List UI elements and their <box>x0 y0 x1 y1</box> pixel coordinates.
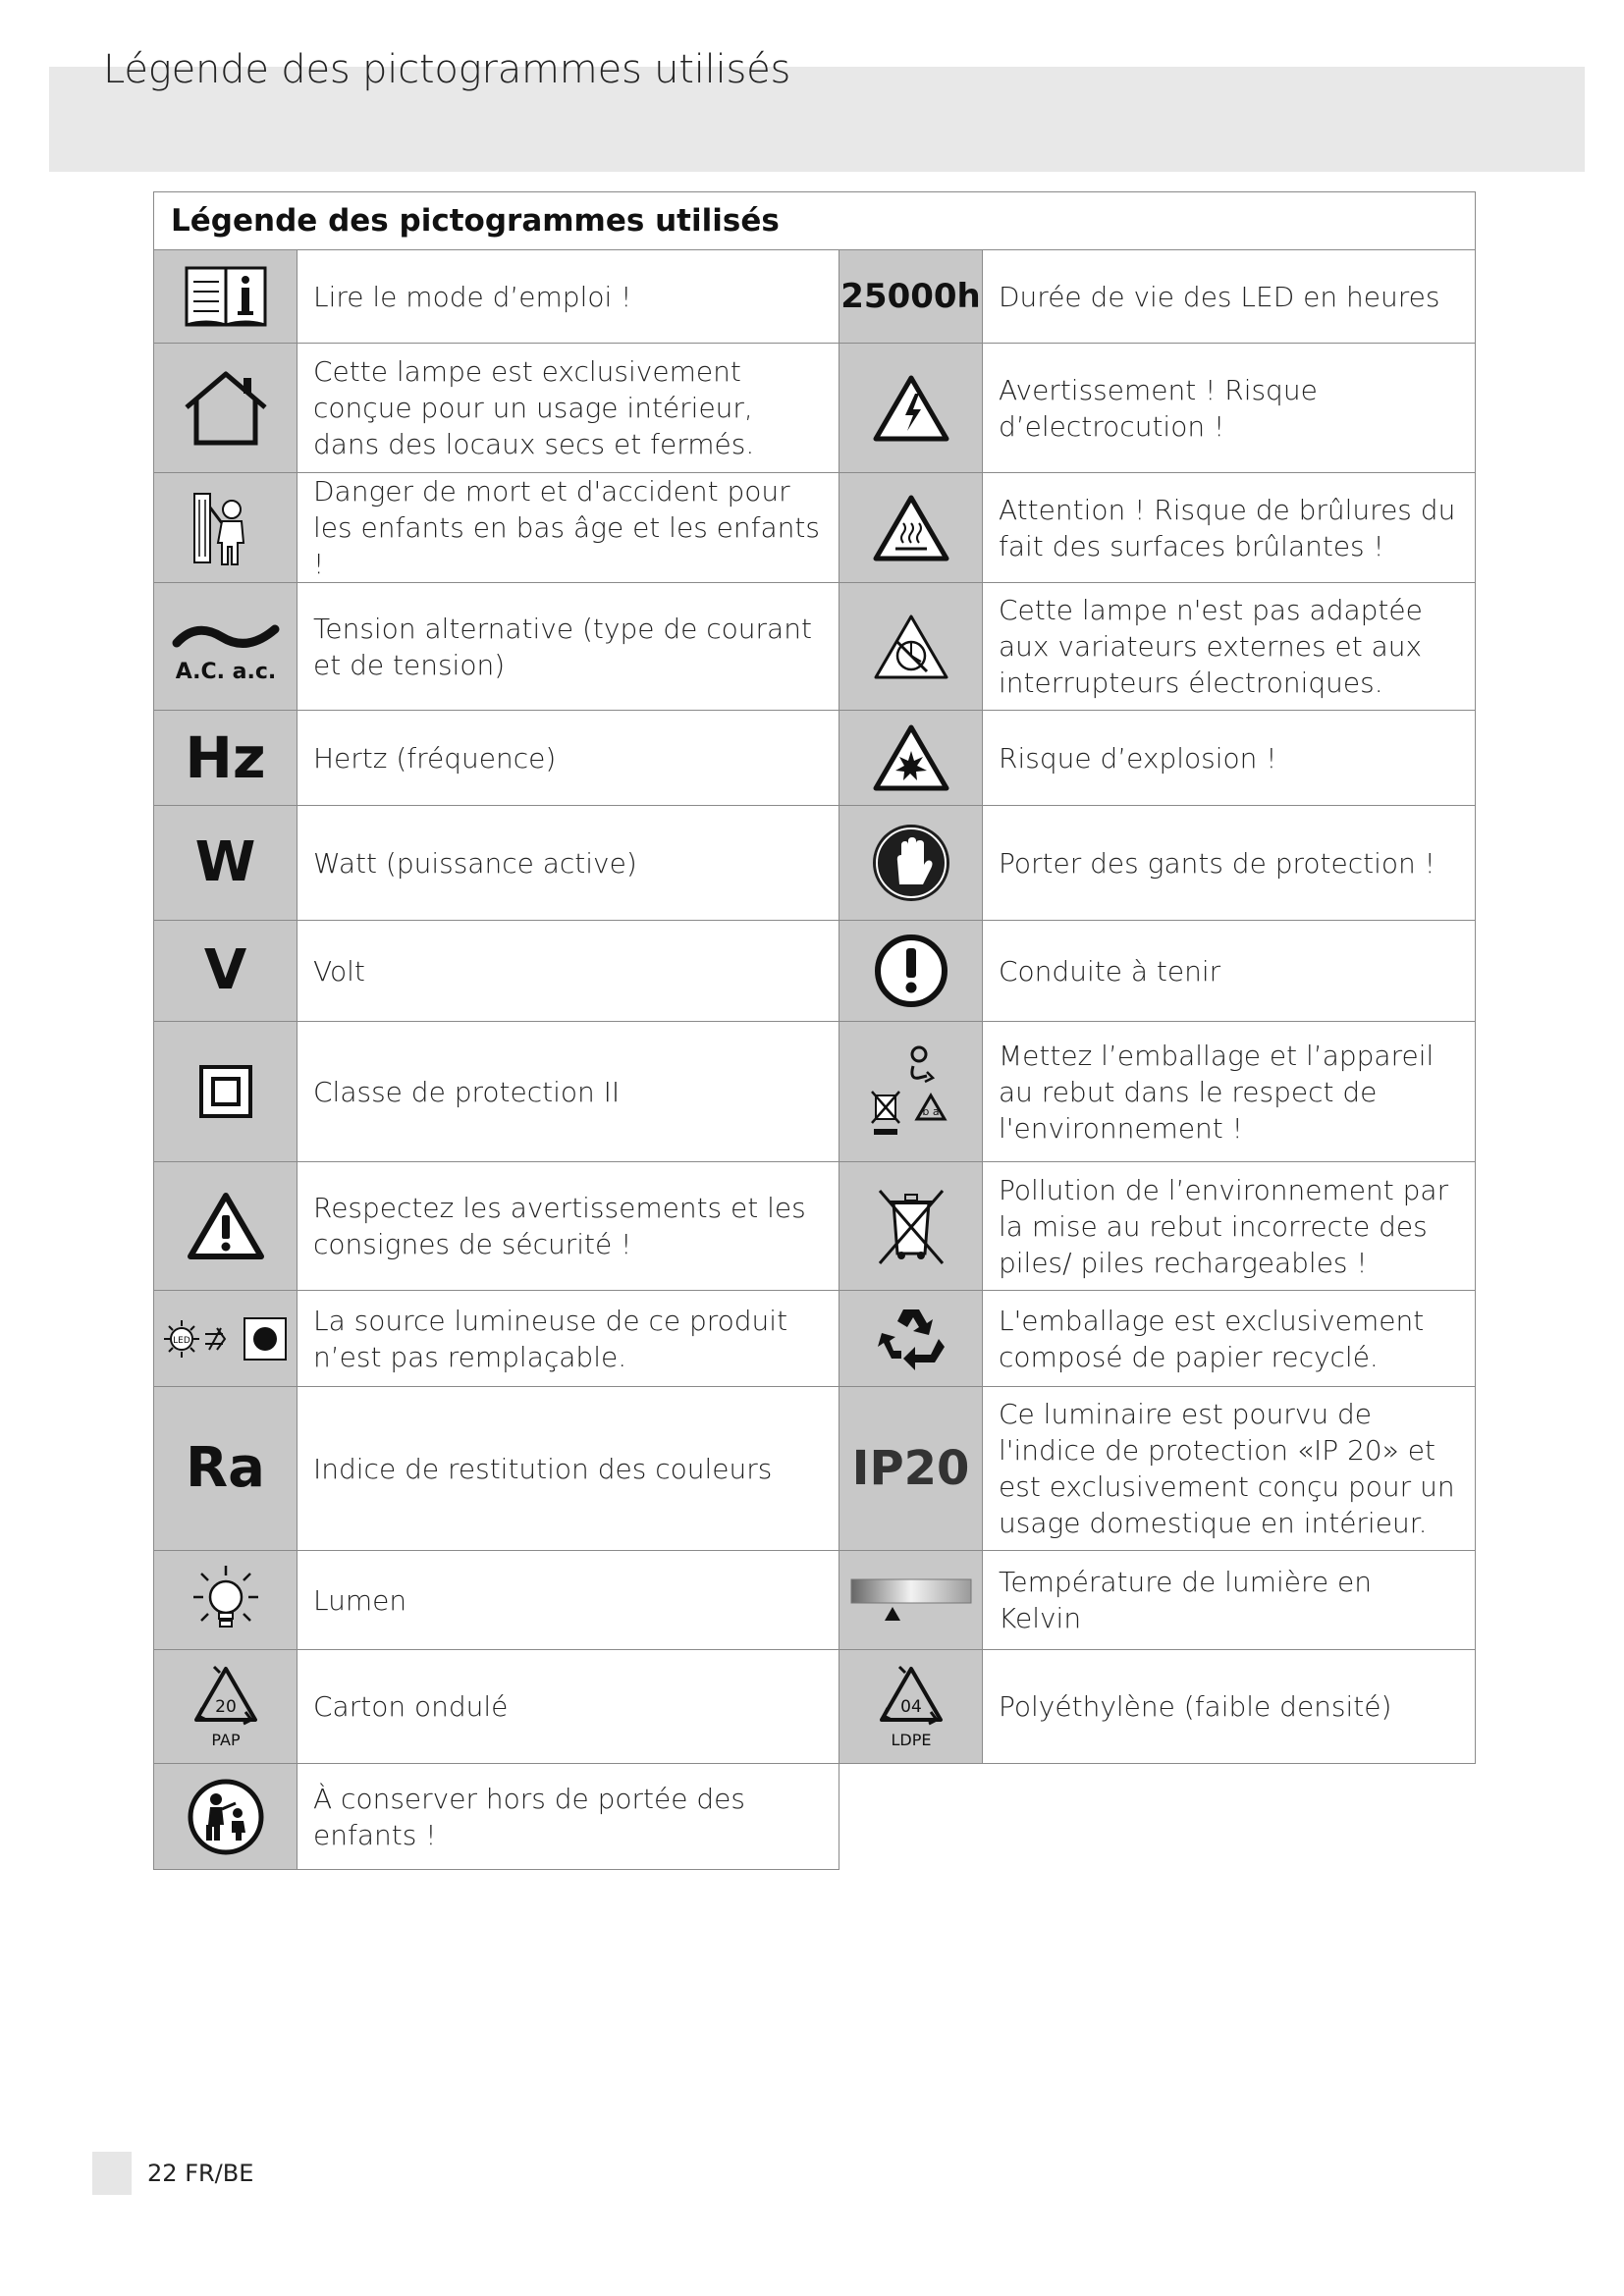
legend-caption-row <box>154 192 1476 250</box>
recycled-paper-icon <box>839 1291 983 1387</box>
protection-class-ii-icon <box>154 1022 298 1162</box>
legend-row <box>154 473 1476 583</box>
legend-text: Danger de mort et d'accident pour les enfants en bas âge et les enfants ! <box>298 473 839 583</box>
legend-text: Température de lumière en Kelvin <box>983 1551 1476 1650</box>
page-title: Légende des pictogrammes utilisés <box>103 47 791 92</box>
legend-text: Porter des gants de protection ! <box>983 806 1476 921</box>
legend-text: Cette lampe n'est pas adaptée aux variateurs externes et aux interrupteurs électroniques. <box>983 583 1476 711</box>
legend-text: Pollution de l’environnement par la mise au rebut incorrecte des piles/ piles rechargeables ! <box>983 1162 1476 1291</box>
ip20-label: IP20 <box>851 1441 970 1496</box>
ldpe-code: 04 <box>899 1696 922 1717</box>
warning-triangle-icon <box>154 1162 298 1291</box>
kelvin-gradient-icon <box>839 1551 983 1650</box>
page-number: 22 <box>147 2160 178 2187</box>
volt-label: V <box>203 938 247 1002</box>
legend-text: Classe de protection II <box>298 1022 839 1162</box>
exclamation-circle-icon <box>839 921 983 1022</box>
hours-25000-icon <box>839 250 983 344</box>
recycle-code-label: b a <box>921 1105 940 1118</box>
legend-text: L'emballage est exclusivement composé de papier recyclé. <box>983 1291 1476 1387</box>
led-label: LED <box>172 1335 190 1346</box>
explosion-warning-icon <box>839 711 983 806</box>
page-locale: FR/BE <box>185 2160 254 2187</box>
footer-marker <box>92 2152 132 2195</box>
ldpe-label: LDPE <box>891 1730 931 1749</box>
pap-20-icon <box>154 1650 298 1764</box>
crossed-bin-icon <box>839 1162 983 1291</box>
recycling-disposal-icon <box>839 1022 983 1162</box>
ldpe-04-icon <box>839 1650 983 1764</box>
legend-text: La source lumineuse de ce produit n’est pas remplaçable. <box>298 1291 839 1387</box>
child-danger-icon <box>154 473 298 583</box>
legend-text: Watt (puissance active) <box>298 806 839 921</box>
book-info-icon <box>154 250 298 344</box>
legend-text: À conserver hors de portée des enfants ! <box>298 1764 839 1870</box>
hertz-icon <box>154 711 298 806</box>
legend-text: Respectez les avertissements et les consignes de sécurité ! <box>298 1162 839 1291</box>
legend-row <box>154 921 1476 1022</box>
hot-surface-warning-icon <box>839 473 983 583</box>
legend-row <box>154 250 1476 344</box>
legend-row <box>154 806 1476 921</box>
legend-text: Polyéthylène (faible densité) <box>983 1650 1476 1764</box>
legend-row <box>154 1551 1476 1650</box>
gloves-icon <box>839 806 983 921</box>
electric-warning-icon <box>839 344 983 473</box>
legend-text: Cette lampe est exclusivement conçue pour un usage intérieur, dans des locaux secs et fermés. <box>298 344 839 473</box>
watt-icon <box>154 806 298 921</box>
legend-text: Lumen <box>298 1551 839 1650</box>
page-footer <box>147 2160 253 2187</box>
legend-text: Conduite à tenir <box>983 921 1476 1022</box>
legend-text: Volt <box>298 921 839 1022</box>
legend-text: Tension alternative (type de courant et de tension) <box>298 583 839 711</box>
legend-text: Lire le mode d’emploi ! <box>298 250 839 344</box>
legend-row <box>154 1387 1476 1551</box>
pap-code: 20 <box>214 1696 237 1717</box>
ac-tilde-icon <box>154 583 298 711</box>
ra-icon <box>154 1387 298 1551</box>
legend-row <box>154 344 1476 473</box>
hertz-label: Hz <box>185 724 266 791</box>
hours-25000-label: 25000h <box>840 277 981 316</box>
legend-caption: Légende des pictogrammes utilisés <box>154 192 1476 250</box>
legend-row <box>154 1764 1476 1870</box>
ac-label: A.C. a.c. <box>175 659 276 684</box>
legend-row <box>154 1022 1476 1162</box>
lumen-bulb-icon <box>154 1551 298 1650</box>
legend-row <box>154 1291 1476 1387</box>
ra-label: Ra <box>186 1436 265 1500</box>
ip20-icon <box>839 1387 983 1551</box>
pap-label: PAP <box>210 1730 241 1749</box>
legend-text: Durée de vie des LED en heures <box>983 250 1476 344</box>
legend-text: Carton ondulé <box>298 1650 839 1764</box>
watt-label: W <box>194 830 256 894</box>
legend-text: Avertissement ! Risque d’electrocution ! <box>983 344 1476 473</box>
keep-away-children-icon <box>154 1764 298 1870</box>
led-not-replaceable-icon <box>154 1291 298 1387</box>
legend-text: Risque d’explosion ! <box>983 711 1476 806</box>
legend-row <box>154 1162 1476 1291</box>
legend-text: Ce luminaire est pourvu de l'indice de protection «IP 20» et est exclusivement conçu pour un usage domestique en intérieur. <box>983 1387 1476 1551</box>
legend-row <box>154 583 1476 711</box>
legend-text: Mettez l’emballage et l’appareil au rebut dans le respect de l'environnement ! <box>983 1022 1476 1162</box>
legend-text: Indice de restitution des couleurs <box>298 1387 839 1551</box>
house-icon <box>154 344 298 473</box>
legend-row <box>154 711 1476 806</box>
volt-icon <box>154 921 298 1022</box>
no-dimmer-icon <box>839 583 983 711</box>
legend-text: Attention ! Risque de brûlures du fait des surfaces brûlantes ! <box>983 473 1476 583</box>
legend-text: Hertz (fréquence) <box>298 711 839 806</box>
pictogram-legend-table <box>153 191 1476 1870</box>
legend-row <box>154 1650 1476 1764</box>
